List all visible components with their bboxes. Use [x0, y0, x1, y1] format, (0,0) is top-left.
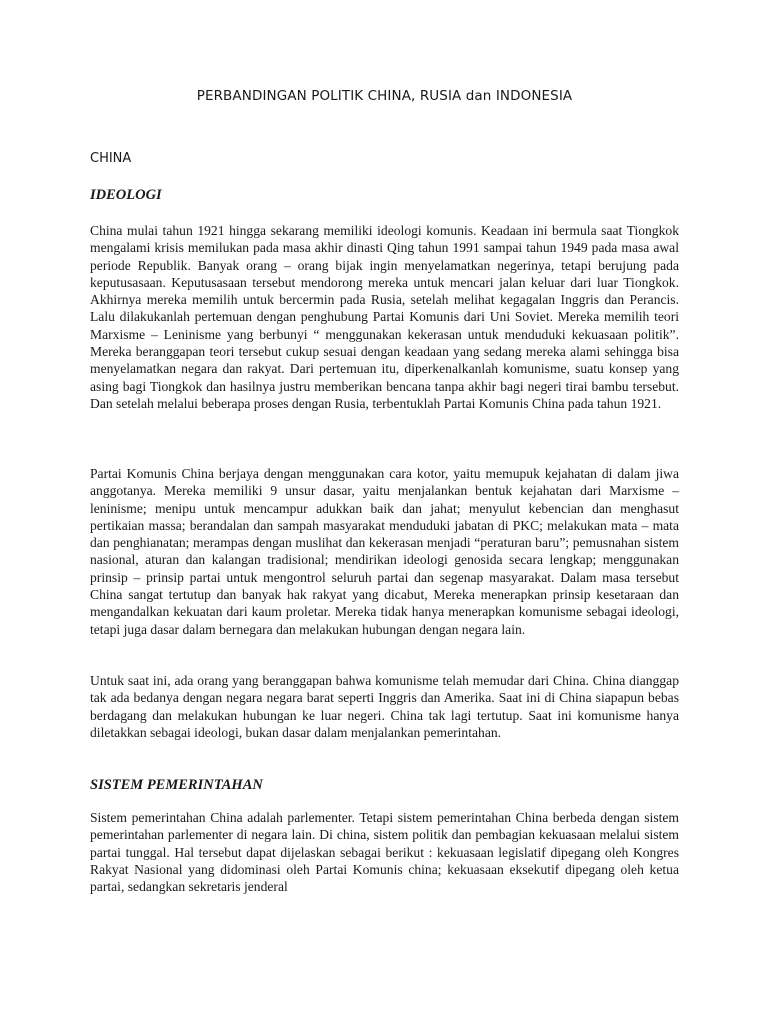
- heading-sistem-pemerintahan: SISTEM PEMERINTAHAN: [90, 777, 263, 793]
- paragraph-government-system: Sistem pemerintahan China adalah parlementer. Tetapi sistem pemerintahan China berbeda dengan sistem pemerintahan parlementer di negara lain. Di china, sistem politik dan pembagian kekuasaan melalui sistem partai tunggal. Hal tersebut dapat dijelaskan sebagai berikut : kekuasaan legislatif dipegang oleh Kongres Rakyat Nasional yang didominasi oleh Partai Komunis china; kekuasaan eksekutif dipegang oleh ketua partai, sedangkan sekretaris jenderal: [90, 810, 679, 895]
- paragraph-current-state: Untuk saat ini, ada orang yang beranggapan bahwa komunisme telah memudar dari China. China dianggap tak ada bedanya dengan negara negara barat seperti Inggris dan Amerika. Saat ini di China siapapun bebas berdagang dan melakukan hubungan ke luar negeri. China tak lagi tertutup. Saat ini komunisme hanya diletakkan sebagai ideologi, bukan dasar dalam menjalankan pemerintahan.: [90, 673, 679, 740]
- document-page: [90, 0, 679, 1024]
- paragraph-ideologi-origin: China mulai tahun 1921 hingga sekarang memiliki ideologi komunis. Keadaan ini bermula saat Tiongkok mengalami krisis memilukan pada masa akhir dinasti Qing tahun 1991 sampai tahun 1949 pada masa awal periode Republik. Banyak orang – orang bijak ingin menyelamatkan negerinya, tetapi berujung pada keputusasaan. Keputusasaan tersebut mendorong mereka untuk mencari jalan keluar dari luar Tiongkok. Akhirnya mereka memilih untuk bercermin pada Rusia, setelah melihat kegagalan Inggris dan Perancis. Lalu dilakukanlah pertemuan dengan penghubung Partai Komunis dari Uni Soviet. Mereka memilih teori Marxisme – Leninisme yang berbunyi “ menggunakan kekerasan untuk menduduki kekuasaan politik”. Mereka beranggapan teori tersebut cukup sesuai dengan keadaan yang sedang mereka alami sehingga bisa menyelamatkan negara dan rakyat. Dari pertemuan itu, diperkenalkanlah komunisme, suatu konsep yang asing bagi Tiongkok dan hasilnya justru memberikan bencana tanpa akhir bagi negeri tirai bambu tersebut. Dan setelah melalui beberapa proses dengan Rusia, terbentuklah Partai Komunis China pada tahun 1921.: [90, 223, 679, 411]
- section-country-label: CHINA: [90, 151, 132, 166]
- paragraph-party-methods: Partai Komunis China berjaya dengan menggunakan cara kotor, yaitu memupuk kejahatan di dalam jiwa anggotanya. Mereka memiliki 9 unsur dasar, yaitu menjalankan bentuk kejahatan dari Marxisme – leninisme; menipu untuk mencampur adukkan baik dan jahat; menyulut kebencian dan menghasut pertikaian massa; berandalan dan sampah masyarakat menduduki jabatan di PKC; melakukan mata – mata dan penghianatan; merampas dengan muslihat dan kekerasan menjadi “peraturan baru”; pemusnahan sistem nasional, aturan dan kalangan tradisional; mendirikan ideologi genosida secara lengkap; menggunakan prinsip – prinsip partai untuk mengontrol seluruh partai dan segenap masyarakat. Dalam masa tersebut China sangat tertutup dan banyak hak rakyat yang dicabut, Mereka menerapkan prinsip kesetaraan dan mengandalkan kekuatan dari kaum proletar. Mereka tidak hanya menerapkan komunisme sebagai ideologi, tetapi juga dasar dalam bernegara dan melakukan hubungan dengan negara lain.: [90, 466, 679, 637]
- heading-ideologi: IDEOLOGI: [90, 187, 162, 203]
- document-title: PERBANDINGAN POLITIK CHINA, RUSIA dan INDONESIA: [196, 88, 573, 104]
